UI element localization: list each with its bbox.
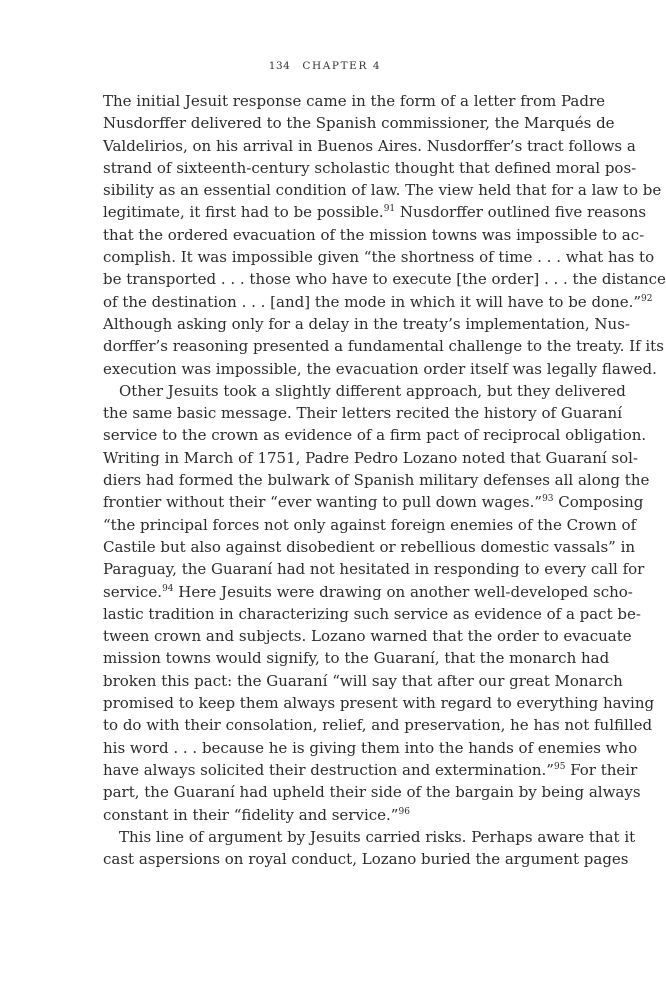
text-line: promised to keep them always present with regard to everything having xyxy=(103,694,655,713)
text-line: strand of sixteenth-century scholastic thought that defined moral pos- xyxy=(103,158,637,177)
text-line: mission towns would signify, to the Guaraní, that the monarch had xyxy=(103,649,610,668)
text-line: part, the Guaraní had upheld their side of the bargain by being always xyxy=(103,783,641,802)
text-line: tween crown and subjects. Lozano warned that the order to evacuate xyxy=(103,627,632,646)
footnote-ref: 96 xyxy=(398,806,410,817)
text-line: of the destination . . . [and] the mode in which it will have to be done.”$^{92}$ xyxy=(103,292,653,311)
text-line: lastic tradition in characterizing such service as evidence of a pact be- xyxy=(103,604,641,623)
chapter-label: CHAPTER 4 xyxy=(302,60,382,72)
text-line: Other Jesuits took a slightly different approach, but they delivered xyxy=(119,381,626,400)
text-line: frontier without their “ever wanting to pull down wages.”$^{93}$ Composing xyxy=(103,493,644,512)
body-text xyxy=(103,90,666,870)
footnote-ref: 95 xyxy=(553,761,566,772)
text-line: the same basic message. Their letters recited the history of Guaraní xyxy=(103,404,623,423)
text-line: complish. It was impossible given “the shortness of time . . . what has to xyxy=(103,248,655,267)
text-line: diers had formed the bulwark of Spanish military defenses all along the xyxy=(103,471,650,490)
paragraph xyxy=(103,380,655,826)
text-line: Paraguay, the Guaraní had not hesitated in responding to every call for xyxy=(103,560,645,579)
text-line: his word . . . because he is giving them into the hands of enemies who xyxy=(103,738,638,757)
text-line: Although asking only for a delay in the treaty’s implementation, Nus- xyxy=(103,314,630,333)
text-line: execution was impossible, the evacuation order itself was legally flawed. xyxy=(103,359,657,378)
footnote-ref: 94 xyxy=(162,583,174,594)
footnote-ref: 92 xyxy=(641,293,653,304)
text-line: cast aspersions on royal conduct, Lozano buried the argument pages xyxy=(103,850,629,869)
text-line: service to the crown as evidence of a firm pact of reciprocal obligation. xyxy=(103,426,647,445)
text-line: service.$^{94}$ Here Jesuits were drawing on another well-developed scho- xyxy=(103,582,633,601)
text-line: be transported . . . those who have to execute [the order] . . . the distance xyxy=(103,270,666,289)
running-head xyxy=(0,60,650,72)
text-line: The initial Jesuit response came in the form of a letter from Padre xyxy=(103,92,606,110)
footnote-ref: 91 xyxy=(383,204,396,215)
text-line: sibility as an essential condition of law. The view held that for a law to be xyxy=(103,181,662,200)
text-line: constant in their “fidelity and service.”$^{96}$ xyxy=(103,805,410,824)
text-line: Valdelirios, on his arrival in Buenos Aires. Nusdorffer’s tract follows a xyxy=(103,136,636,155)
text-line: legitimate, it first had to be possible.$^{91}$ Nusdorffer outlined five reasons xyxy=(103,203,647,222)
text-line: “the principal forces not only against foreign enemies of the Crown of xyxy=(103,515,637,534)
paragraph xyxy=(103,90,666,380)
text-line: have always solicited their destruction and extermination.”$^{95}$ For their xyxy=(103,760,638,779)
footnote-ref: 93 xyxy=(542,494,554,505)
text-line: Writing in March of 1751, Padre Pedro Lozano noted that Guaraní sol- xyxy=(103,448,639,467)
page-number: 134 xyxy=(268,60,291,72)
text-line: This line of argument by Jesuits carried risks. Perhaps aware that it xyxy=(119,827,636,846)
text-line: broken this pact: the Guaraní “will say that after our great Monarch xyxy=(103,671,623,690)
paragraph xyxy=(103,826,636,871)
text-line: that the ordered evacuation of the mission towns was impossible to ac- xyxy=(103,225,645,244)
text-line: dorffer’s reasoning presented a fundamental challenge to the treaty. If its xyxy=(103,337,664,356)
text-line: Nusdorffer delivered to the Spanish commissioner, the Marqués de xyxy=(103,114,615,133)
text-line: Castile but also against disobedient or rebellious domestic vassals” in xyxy=(103,537,636,556)
text-line: to do with their consolation, relief, and preservation, he has not fulfilled xyxy=(103,716,653,735)
